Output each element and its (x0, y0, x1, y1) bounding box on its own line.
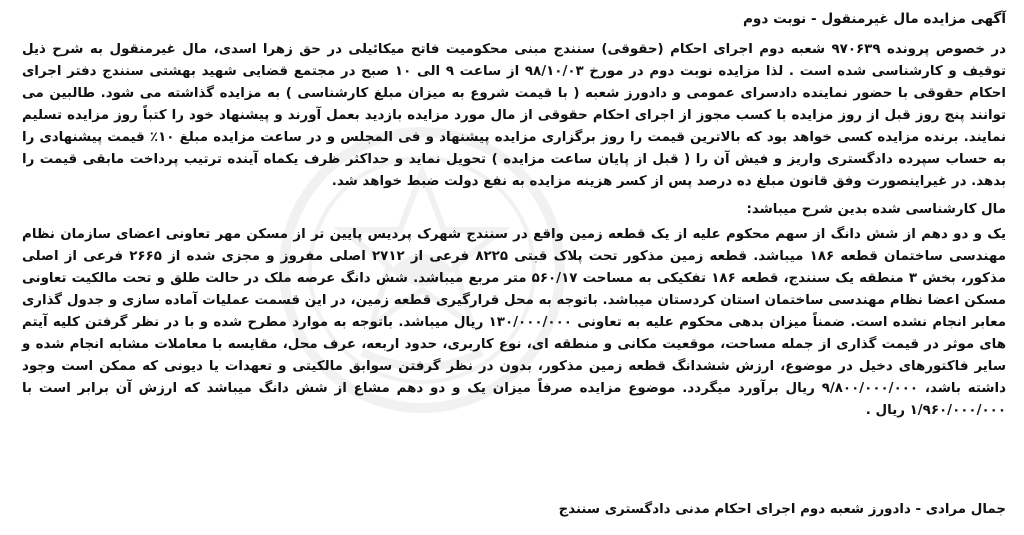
property-description-heading: مال کارشناسی شده بدین شرح میباشد: (746, 202, 1006, 217)
property-description-paragraph: یک و دو دهم از شش دانگ از سهم محکوم علیه از یک قطعه زمین واقع در سنندج شهرک پردیس پایین تر از مسکن مهر تعاونی اعضای سازمان نظام مهندسی ساختمان قطعه ۱۸۶ میباشد. قطعه زمین مذکور تحت پلاک قبتی ۸۲۲۵ فرعی از ۲۷۱۲ اصلی مفروز و مجزی شده از ۲۶۶۵ فرعی از اصلی مذکور، بخش ۳ منطقه یک سنندج، قطعه ۱۸۶ تفکیکی به مساحت ۵۶۰/۱۷ متر مربع میباشد. شش دانگ عرصه ملک در حالت طلق و تحت مالکیت تعاونی مسکن اعضا نظام مهندسی ساختمان استان کردستان میباشد. باتوجه به محل قرارگیری قطعه زمین، در این قسمت عملیات آماده سازی و جدول گذاری معابر انجام نشده است. ضمناً میزان بدهی محکوم علیه به تعاونی ۱۳۰/۰۰۰/۰۰۰ ریال میباشد. باتوجه به موارد مطرح شده و با در نظر گرفتن کلیه آیتم های موثر در قیمت گذاری از جمله مساحت، موقعیت مکانی و منطقه ای، نوع کاربری، حدود اربعه، عرف محل، مقایسه با معاملات مشابه انجام شده و سایر فاکتورهای دخیل در موضوع، ارزش ششدانگ قطعه زمین مذکور، بدون در نظر گرفتن سوابق مالکیتی و تعهدات یا دیونی که ممکن است وجود داشته باشد، ۹/۸۰۰/۰۰۰/۰۰۰ ریال برآورد میگردد. موضوع مزایده صرفاً میزان یک و دو دهم مشاع از شش دانگ میباشد که ارزش آن برابر است با ۱/۹۶۰/۰۰۰/۰۰۰ ریال . (22, 227, 1007, 418)
notice-body (22, 8, 1006, 422)
notice-title: آگهی مزایده مال غیرمنقول - نوبت دوم (742, 11, 1006, 27)
auction-terms-paragraph: در خصوص پرونده ۹۷۰۶۳۹ شعبه دوم اجرای احکام (حقوقی) سنندج مبنی محکومیت فاتح میکائیلی در حق زهرا اسدی، مال غیرمنقول به شرح ذیل توقیف و کارشناسی شده است . لذا مزایده نوبت دوم در مورخ ۹۸/۱۰/۰۳ از ساعت ۹ الی ۱۰ صبح در مجتمع قضایی شهید بهشتی سنندج دفتر اجرای احکام حقوقی با حضور نماینده دادسرای عمومی و دادورز شعبه ( با قیمت شروع به میزان مبلغ کارشناسی ) به مزایده گذاشته می شود. طالبین می توانند پنج روز قبل از روز مزایده با کسب مجوز از اجرای احکام حقوقی از مال مورد مزایده بازدید بعمل آورند و پیشنهاد خود را کتباً روز مزایده تسلیم نمایند. برنده مزایده کسی خواهد بود که بالاترین قیمت را روز برگزاری مزایده پیشنهاد و فی المجلس و در ساعت مزایده مبلغ ۱۰٪ قیمت پیشنهادی را به حساب سپرده دادگستری واریز و فیش آن را ( قبل از پایان ساعت مزایده ) تحویل نماید و حداکثر ظرف یکماه آینده ترتیب پرداخت مابقی قیمت را بدهد. در غیراینصورت وفق قانون مبلغ ده درصد پس از کسر هزینه مزایده به نفع دولت ضبط خواهد شد. (22, 42, 1006, 189)
signature-line: جمال مرادی - دادورز شعبه دوم اجرای احکام مدنی دادگستری سنندج (558, 502, 1006, 517)
